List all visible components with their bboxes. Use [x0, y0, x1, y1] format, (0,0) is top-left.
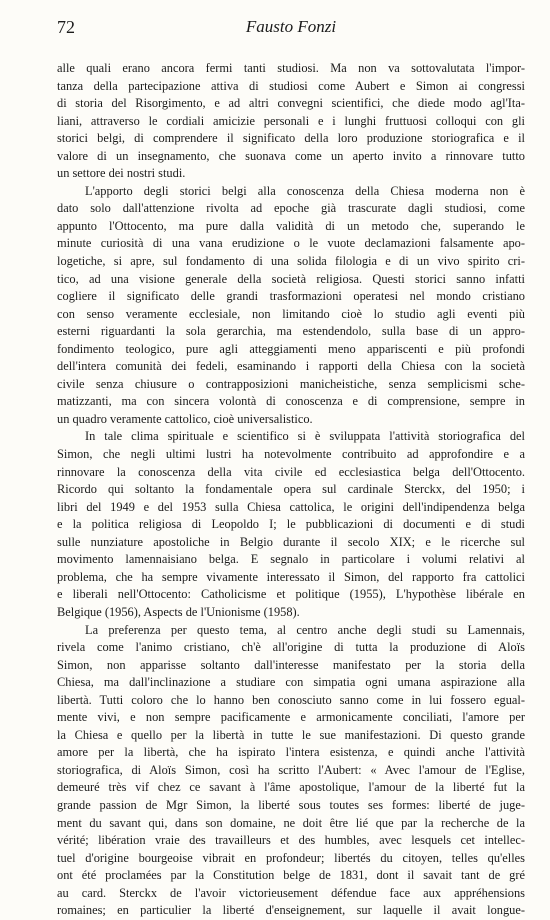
text-line: ont été proclamées par la Constitution belge de 1831, dont il savait tant de gré [57, 868, 525, 883]
text-line: liani, attraverso le cordiali amicizie personali e i lunghi fruttuosi colloqui con gli [57, 113, 525, 128]
text-line: e la politica religiosa di Leopoldo I; le pubblicazioni di documenti e di studi [57, 517, 525, 532]
text-line: movimento lamennaisiano belga. E segnalo in particolare i volumi relativi al [57, 552, 525, 567]
text-line: storici belgi, di comprendere il significato della loro produzione storiografica e il [57, 131, 525, 146]
text-line: vérité; libération vraie des travailleurs et des humbles, avec lesquels cet intellec- [57, 833, 525, 848]
text-line: rinnovare la conoscenza della vita civile ed ecclesiastica belga dell'Ottocento. [57, 464, 525, 479]
text-line: con senso veramente ecclesiale, non limitando cioè lo studio agli eventi più [57, 306, 525, 321]
text-line: mente vivi, e non sempre pacificamente e armonicamente conciliati, l'amore per [57, 710, 525, 725]
text-line: Simon, non apparisse soltanto dall'interesse manifestato per la storia della [57, 657, 525, 672]
text-line: tanza della partecipazione attiva di studiosi come Aubert e Simon ai congressi [57, 78, 525, 93]
text-line: di storia del Risorgimento, e ad altri convegni scientifici, che diede modo agl'Ita- [57, 96, 525, 111]
text-line: matizzanti, ma con sincera volontà di conoscenza e di comprensione, sempre in [57, 394, 525, 409]
text-line: demeuré très vif chez ce savant à l'âme apostolique, l'amour de la liberté fut la [57, 780, 525, 795]
text-line: un quadro veramente cattolico, cioè universalistico. [57, 411, 313, 426]
text-line: logetiche, si apre, sul fondamento di una solida filologia e di un vivo spirito cri- [57, 254, 525, 269]
text-line: appunto l'Ottocento, ma pure dalla validità di un metodo che, superando le [57, 218, 525, 233]
text-line: Ricordo qui soltanto la fondamentale opera sul cardinale Sterckx, del 1950; i [57, 482, 525, 497]
text-line: dell'intera comunità dei fedeli, esaminando i rapporti della Chiesa con la società [57, 359, 525, 374]
text-line: civile senza chiusure o contrapposizioni manicheistiche, senza semplicismi sche- [57, 376, 525, 391]
text-line: libertà. Tutti coloro che lo hanno ben conosciuto sanno come in lui fossero egual- [57, 692, 525, 707]
text-line: amore per la libertà, che ha ispirato l'intera esistenza, e quindi anche l'attività [57, 745, 525, 760]
text-line: cogliere il significato delle grandi trasformazioni operatesi nel mondo cristiano [57, 289, 525, 304]
text-line: Belgique (1956), Aspects de l'Unionisme (1958). [57, 604, 300, 619]
text-line: libri del 1949 e del 1953 sulla Chiesa cattolica, le origini dell'indipendenza belga [57, 499, 525, 514]
text-line: fondimento teologico, pure agli atteggiamenti meno appariscenti e più profondi [57, 341, 525, 356]
text-line: dato solo dall'attenzione rivolta ad epoche già trascurate dagli studiosi, come [57, 201, 525, 216]
text-line: Simon, che negli ultimi lustri ha notevolmente contribuito ad approfondire e a [57, 447, 525, 462]
text-line: Chiesa, ma dall'inclinazione a studiare con simpatia ogni umana aspirazione alla [57, 675, 525, 690]
text-line: grande passion de Mgr Simon, la liberté sous toutes ses formes: liberté de juge- [57, 797, 525, 812]
text-line: un settore dei nostri studi. [57, 166, 186, 181]
body-text [57, 60, 525, 920]
page-header [57, 17, 525, 41]
text-line: ment du savant qui, dans son domaine, ne doit être lié que par la recherche de la [57, 815, 525, 830]
text-line: la Chiesa e quello per la libertà in tutte le sue manifestazioni. Di questo grande [57, 727, 525, 742]
page-number: 72 [57, 17, 75, 37]
text-line: rivela come l'animo cristiano, ch'è all'origine di tutta la produzione di Aloïs [57, 640, 525, 655]
text-line: tico, ad una visione generale della società religiosa. Questi storici sanno infatti [57, 271, 525, 286]
text-line: e liberali nell'Ottocento: Catholicisme et politique (1955), L'hypothèse libérale en [57, 587, 525, 602]
text-line: tuel d'origine bourgeoise vibrait en profondeur; libertés du citoyen, telles qu'elles [57, 850, 525, 865]
text-line: In tale clima spirituale e scientifico si è sviluppata l'attività storiografica del [85, 429, 525, 444]
text-line: L'apporto degli storici belgi alla conoscenza della Chiesa moderna non è [85, 183, 525, 198]
text-line: minute curiosità di una vana erudizione o le vuote declamazioni falsamente apo- [57, 236, 525, 251]
text-line: valore di un insegnamento, che suonava come un aperto invito a rinnovare tutto [57, 148, 525, 163]
text-line: storiografica, di Aloïs Simon, così ha scritto l'Aubert: « Avec l'amour de l'Eglise, [57, 762, 525, 777]
text-line: sulle nunziature apostoliche in Belgio durante il secolo XIX; e le ricerche sul [57, 534, 525, 549]
running-title: Fausto Fonzi [245, 17, 337, 36]
text-line: problema, che ha sempre vivamente interessato il Simon, del rapporto fra cattolici [57, 569, 525, 584]
text-line: romaines; en particulier la liberté d'enseignement, sur laquelle il avait longue- [57, 903, 525, 918]
text-line: au card. Sterckx de l'avoir victorieusement défendue face aux appréhensions [57, 885, 525, 900]
text-line: esterni riguardanti la sola gerarchia, ma estendendolo, sulla base di un appro- [57, 324, 525, 339]
text-line: La preferenza per questo tema, al centro anche degli studi su Lamennais, [85, 622, 525, 637]
text-line: alle quali erano ancora fermi tanti studiosi. Ma non va sottovalutata l'impor- [57, 61, 525, 75]
